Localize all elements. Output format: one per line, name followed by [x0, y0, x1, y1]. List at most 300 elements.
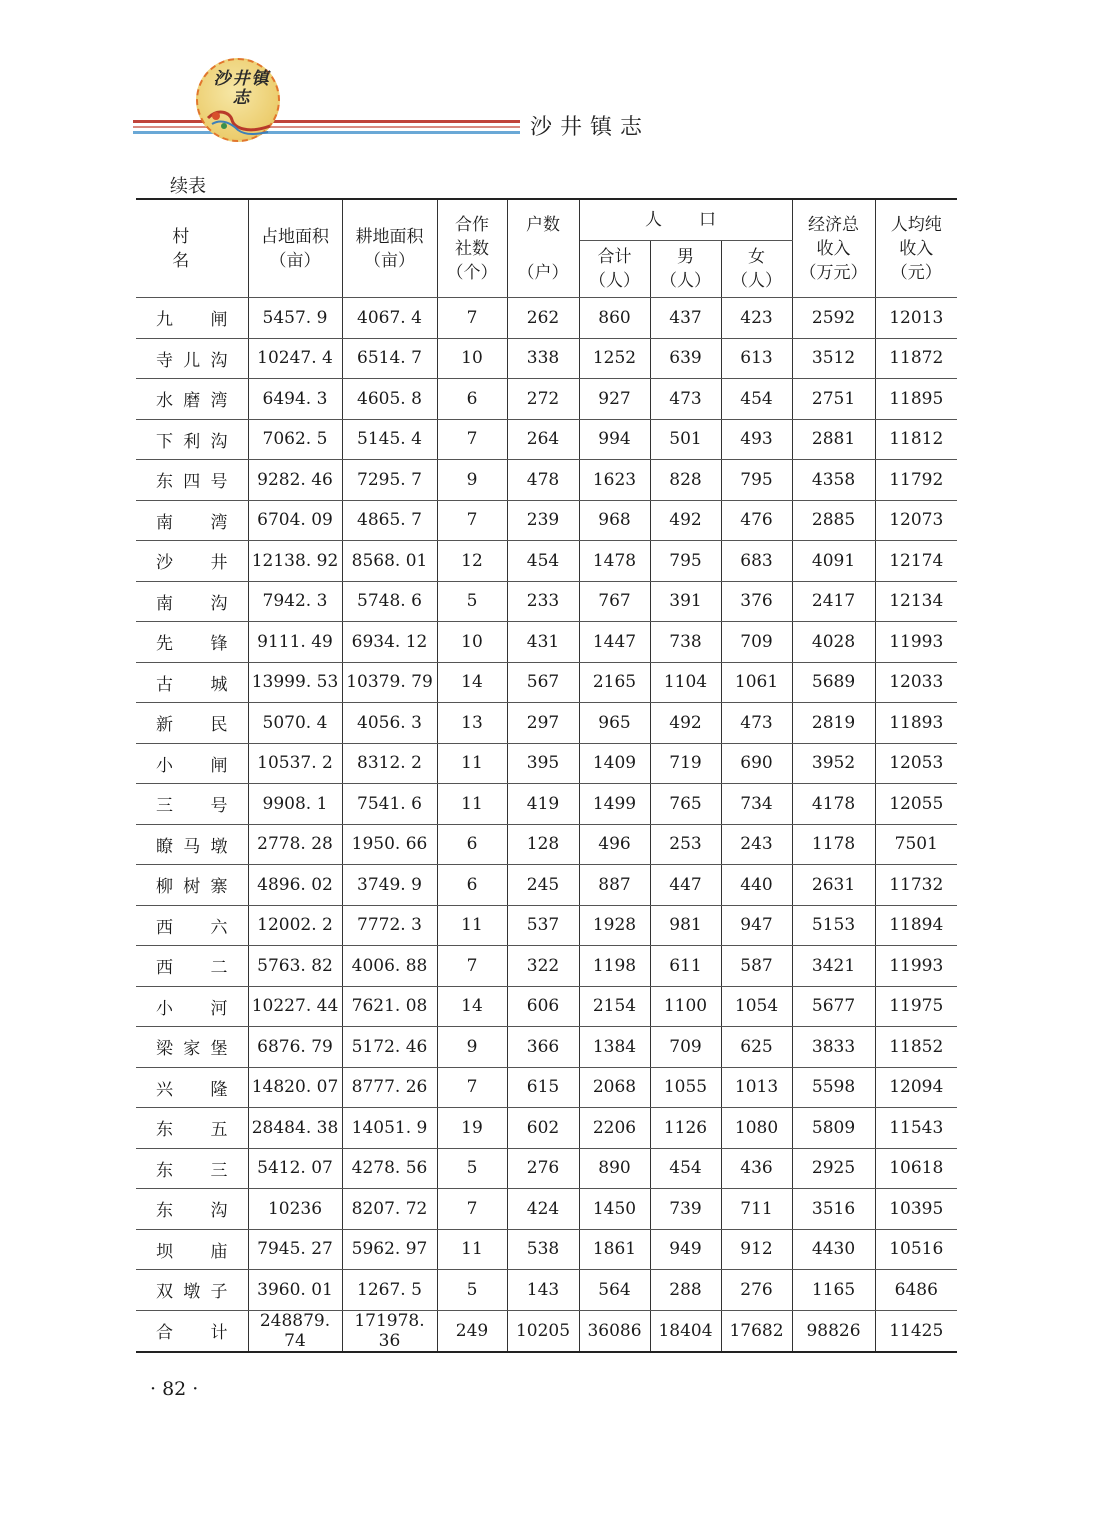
- cell-pop-female: 454: [721, 379, 792, 420]
- cell-arable-area: 6934. 12: [342, 622, 437, 663]
- table-row: [136, 986, 957, 1027]
- cell-arable-area: 1950. 66: [342, 824, 437, 865]
- cell-land-area: 3960. 01: [248, 1270, 342, 1311]
- cell-pop-total: 968: [579, 500, 650, 541]
- cell-coops: 10: [437, 338, 507, 379]
- cell-households: 478: [507, 460, 579, 501]
- cell-pop-female: 476: [721, 500, 792, 541]
- cell-pop-male: 492: [650, 500, 721, 541]
- cell-per-capita: 11425: [875, 1310, 957, 1352]
- cell-per-capita: 10395: [875, 1189, 957, 1230]
- header-per-capita: [875, 199, 957, 298]
- cell-coops: 11: [437, 743, 507, 784]
- cell-village: 三号: [136, 784, 248, 825]
- book-emblem-icon: [196, 58, 280, 142]
- cell-households: 128: [507, 824, 579, 865]
- cell-income: 5809: [792, 1108, 875, 1149]
- cell-income: 4358: [792, 460, 875, 501]
- cell-coops: 11: [437, 784, 507, 825]
- cell-pop-female: 795: [721, 460, 792, 501]
- cell-pop-male: 1055: [650, 1067, 721, 1108]
- cell-households: 338: [507, 338, 579, 379]
- cell-land-area: 13999. 53: [248, 662, 342, 703]
- header-population: 人 口: [579, 199, 792, 241]
- cell-pop-total: 1447: [579, 622, 650, 663]
- cell-per-capita: 11975: [875, 986, 957, 1027]
- cell-households: 419: [507, 784, 579, 825]
- cell-pop-female: 17682: [721, 1310, 792, 1352]
- cell-per-capita: 12134: [875, 581, 957, 622]
- cell-arable-area: 7772. 3: [342, 905, 437, 946]
- table-row: [136, 784, 957, 825]
- cell-arable-area: 1267. 5: [342, 1270, 437, 1311]
- cell-land-area: 14820. 07: [248, 1067, 342, 1108]
- cell-pop-male: 454: [650, 1148, 721, 1189]
- cell-coops: 9: [437, 1027, 507, 1068]
- cell-households: 239: [507, 500, 579, 541]
- header-pop-female-unit: （人）: [731, 271, 782, 291]
- header-pop-total: [579, 241, 650, 298]
- cell-pop-total: 2068: [579, 1067, 650, 1108]
- cell-per-capita: 12055: [875, 784, 957, 825]
- cell-households: 615: [507, 1067, 579, 1108]
- cell-pop-female: 1080: [721, 1108, 792, 1149]
- cell-village: 下利沟: [136, 419, 248, 460]
- table-row: [136, 298, 957, 339]
- cell-pop-male: 447: [650, 865, 721, 906]
- header-per-capita-unit: （元）: [890, 262, 942, 283]
- table-row: [136, 1027, 957, 1068]
- cell-pop-female: 709: [721, 622, 792, 663]
- cell-income: 2885: [792, 500, 875, 541]
- cell-land-area: 2778. 28: [248, 824, 342, 865]
- header-coops: [437, 199, 507, 298]
- page-number: · 82 ·: [150, 1378, 199, 1400]
- cell-village: 西六: [136, 905, 248, 946]
- cell-coops: 7: [437, 419, 507, 460]
- table-row: [136, 865, 957, 906]
- cell-pop-total: 496: [579, 824, 650, 865]
- cell-per-capita: 11812: [875, 419, 957, 460]
- cell-per-capita: 10516: [875, 1229, 957, 1270]
- header-households-label: 户数: [526, 214, 560, 235]
- table-row: [136, 622, 957, 663]
- cell-income: 4091: [792, 541, 875, 582]
- cell-village: 瞭马墩: [136, 824, 248, 865]
- table-body: [136, 298, 957, 1352]
- cell-income: 1178: [792, 824, 875, 865]
- cell-arable-area: 5145. 4: [342, 419, 437, 460]
- cell-per-capita: 11792: [875, 460, 957, 501]
- table-row: [136, 824, 957, 865]
- header-arable-area-unit: （亩）: [364, 250, 415, 271]
- cell-per-capita: 12013: [875, 298, 957, 339]
- cell-pop-female: 243: [721, 824, 792, 865]
- cell-per-capita: 12094: [875, 1067, 957, 1108]
- cell-pop-male: 288: [650, 1270, 721, 1311]
- cell-arable-area: 5962. 97: [342, 1229, 437, 1270]
- cell-village: 东沟: [136, 1189, 248, 1230]
- table-row: [136, 1108, 957, 1149]
- cell-per-capita: 11893: [875, 703, 957, 744]
- cell-pop-male: 739: [650, 1189, 721, 1230]
- table-row: [136, 1067, 957, 1108]
- cell-households: 262: [507, 298, 579, 339]
- cell-village: 小河: [136, 986, 248, 1027]
- cell-per-capita: 11872: [875, 338, 957, 379]
- cell-coops: 6: [437, 379, 507, 420]
- header-land-area: [248, 199, 342, 298]
- cell-per-capita: 11894: [875, 905, 957, 946]
- header-pop-female: [721, 241, 792, 298]
- cell-income: 5689: [792, 662, 875, 703]
- cell-arable-area: 7295. 7: [342, 460, 437, 501]
- cell-pop-total: 2154: [579, 986, 650, 1027]
- cell-pop-female: 690: [721, 743, 792, 784]
- cell-pop-total: 1499: [579, 784, 650, 825]
- table-row: [136, 905, 957, 946]
- cell-per-capita: 11895: [875, 379, 957, 420]
- cell-land-area: 7062. 5: [248, 419, 342, 460]
- cell-pop-female: 436: [721, 1148, 792, 1189]
- cell-pop-male: 492: [650, 703, 721, 744]
- cell-village: 合计: [136, 1310, 248, 1352]
- cell-village: 古城: [136, 662, 248, 703]
- cell-pop-male: 949: [650, 1229, 721, 1270]
- cell-coops: 5: [437, 1148, 507, 1189]
- cell-village: 先锋: [136, 622, 248, 663]
- cell-village: 东五: [136, 1108, 248, 1149]
- cell-village: 双墩子: [136, 1270, 248, 1311]
- cell-income: 2417: [792, 581, 875, 622]
- continued-label: 续表: [170, 176, 206, 197]
- cell-income: 3516: [792, 1189, 875, 1230]
- cell-pop-male: 709: [650, 1027, 721, 1068]
- cell-arable-area: 4605. 8: [342, 379, 437, 420]
- cell-coops: 5: [437, 581, 507, 622]
- cell-households: 366: [507, 1027, 579, 1068]
- cell-land-area: 9282. 46: [248, 460, 342, 501]
- cell-land-area: 248879. 74: [248, 1310, 342, 1352]
- cell-pop-male: 391: [650, 581, 721, 622]
- header-pop-male-unit: （人）: [660, 271, 711, 291]
- table-row: [136, 541, 957, 582]
- cell-pop-male: 611: [650, 946, 721, 987]
- cell-pop-total: 1478: [579, 541, 650, 582]
- cell-per-capita: 11852: [875, 1027, 957, 1068]
- cell-pop-male: 1126: [650, 1108, 721, 1149]
- cell-village: 水磨湾: [136, 379, 248, 420]
- cell-income: 2881: [792, 419, 875, 460]
- cell-arable-area: 8312. 2: [342, 743, 437, 784]
- cell-income: 2751: [792, 379, 875, 420]
- cell-per-capita: 11543: [875, 1108, 957, 1149]
- header-rule-blue: [133, 131, 520, 134]
- cell-pop-female: 625: [721, 1027, 792, 1068]
- cell-coops: 7: [437, 946, 507, 987]
- header-households: [507, 199, 579, 298]
- book-title: 沙井镇志: [530, 115, 651, 140]
- cell-pop-male: 473: [650, 379, 721, 420]
- cell-pop-female: 276: [721, 1270, 792, 1311]
- cell-village: 九闸: [136, 298, 248, 339]
- cell-pop-total: 2206: [579, 1108, 650, 1149]
- cell-pop-male: 18404: [650, 1310, 721, 1352]
- cell-households: 245: [507, 865, 579, 906]
- cell-land-area: 5412. 07: [248, 1148, 342, 1189]
- cell-pop-male: 1100: [650, 986, 721, 1027]
- header-pop-total-unit: （人）: [589, 271, 640, 291]
- header-pop-female-label: 女: [748, 247, 765, 267]
- cell-village: 坝庙: [136, 1229, 248, 1270]
- cell-arable-area: 8207. 72: [342, 1189, 437, 1230]
- cell-pop-female: 683: [721, 541, 792, 582]
- cell-pop-female: 473: [721, 703, 792, 744]
- cell-income: 5677: [792, 986, 875, 1027]
- table-row: [136, 581, 957, 622]
- cell-arable-area: 4056. 3: [342, 703, 437, 744]
- cell-income: 4178: [792, 784, 875, 825]
- cell-per-capita: 12053: [875, 743, 957, 784]
- cell-per-capita: 12033: [875, 662, 957, 703]
- cell-land-area: 5457. 9: [248, 298, 342, 339]
- cell-arable-area: 4067. 4: [342, 298, 437, 339]
- cell-pop-total: 1623: [579, 460, 650, 501]
- cell-income: 98826: [792, 1310, 875, 1352]
- cell-pop-male: 1104: [650, 662, 721, 703]
- cell-coops: 10: [437, 622, 507, 663]
- cell-per-capita: 11993: [875, 946, 957, 987]
- cell-village: 兴隆: [136, 1067, 248, 1108]
- cell-per-capita: 11993: [875, 622, 957, 663]
- cell-land-area: 10537. 2: [248, 743, 342, 784]
- cell-village: 沙井: [136, 541, 248, 582]
- cell-income: 5598: [792, 1067, 875, 1108]
- cell-coops: 9: [437, 460, 507, 501]
- header-rule-red: [133, 120, 520, 123]
- cell-pop-male: 719: [650, 743, 721, 784]
- cell-coops: 19: [437, 1108, 507, 1149]
- cell-village: 柳树寨: [136, 865, 248, 906]
- cell-households: 602: [507, 1108, 579, 1149]
- header-land-area-label: 占地面积: [261, 226, 329, 247]
- cell-households: 454: [507, 541, 579, 582]
- cell-income: 2631: [792, 865, 875, 906]
- header-coops-label: 合作社数: [455, 214, 489, 259]
- cell-income: 3421: [792, 946, 875, 987]
- cell-village: 西二: [136, 946, 248, 987]
- cell-coops: 11: [437, 905, 507, 946]
- table-row: [136, 1229, 957, 1270]
- header-pop-male-label: 男: [677, 247, 694, 267]
- cell-households: 143: [507, 1270, 579, 1311]
- cell-arable-area: 4865. 7: [342, 500, 437, 541]
- cell-village: 新民: [136, 703, 248, 744]
- cell-pop-total: 890: [579, 1148, 650, 1189]
- cell-households: 537: [507, 905, 579, 946]
- cell-coops: 7: [437, 1067, 507, 1108]
- cell-per-capita: 10618: [875, 1148, 957, 1189]
- header-rule-pink: [133, 126, 520, 128]
- cell-income: 3833: [792, 1027, 875, 1068]
- cell-land-area: 6494. 3: [248, 379, 342, 420]
- cell-village: 小闸: [136, 743, 248, 784]
- header-pop-male: [650, 241, 721, 298]
- cell-households: 322: [507, 946, 579, 987]
- village-statistics-table: [136, 198, 957, 1353]
- cell-coops: 7: [437, 298, 507, 339]
- cell-pop-female: 947: [721, 905, 792, 946]
- cell-coops: 14: [437, 986, 507, 1027]
- cell-pop-total: 2165: [579, 662, 650, 703]
- table-row: [136, 460, 957, 501]
- table-row: [136, 1270, 957, 1311]
- cell-households: 424: [507, 1189, 579, 1230]
- header-coops-unit: （个）: [446, 262, 498, 283]
- cell-income: 2592: [792, 298, 875, 339]
- cell-pop-total: 1861: [579, 1229, 650, 1270]
- cell-coops: 6: [437, 824, 507, 865]
- cell-land-area: 10236: [248, 1189, 342, 1230]
- cell-households: 10205: [507, 1310, 579, 1352]
- header-arable-area: [342, 199, 437, 298]
- cell-pop-female: 711: [721, 1189, 792, 1230]
- cell-pop-male: 738: [650, 622, 721, 663]
- cell-pop-male: 795: [650, 541, 721, 582]
- cell-pop-female: 587: [721, 946, 792, 987]
- emblem-text: 沙井镇志: [213, 69, 271, 108]
- cell-land-area: 7942. 3: [248, 581, 342, 622]
- table-row: [136, 500, 957, 541]
- cell-land-area: 7945. 27: [248, 1229, 342, 1270]
- header-village: 村 名: [136, 199, 248, 298]
- cell-village: 东三: [136, 1148, 248, 1189]
- cell-land-area: 9908. 1: [248, 784, 342, 825]
- cell-income: 3952: [792, 743, 875, 784]
- cell-land-area: 28484. 38: [248, 1108, 342, 1149]
- cell-coops: 249: [437, 1310, 507, 1352]
- cell-pop-total: 1198: [579, 946, 650, 987]
- table-row: [136, 743, 957, 784]
- cell-households: 395: [507, 743, 579, 784]
- cell-land-area: 10227. 44: [248, 986, 342, 1027]
- cell-households: 431: [507, 622, 579, 663]
- page-header: [0, 0, 1093, 150]
- cell-pop-female: 1061: [721, 662, 792, 703]
- cell-per-capita: 11732: [875, 865, 957, 906]
- cell-pop-male: 828: [650, 460, 721, 501]
- table-row: [136, 1189, 957, 1230]
- cell-land-area: 4896. 02: [248, 865, 342, 906]
- cell-arable-area: 6514. 7: [342, 338, 437, 379]
- table-row: [136, 1148, 957, 1189]
- cell-pop-female: 423: [721, 298, 792, 339]
- cell-arable-area: 7541. 6: [342, 784, 437, 825]
- cell-per-capita: 7501: [875, 824, 957, 865]
- cell-pop-total: 927: [579, 379, 650, 420]
- cell-income: 3512: [792, 338, 875, 379]
- cell-pop-total: 1252: [579, 338, 650, 379]
- cell-pop-female: 1013: [721, 1067, 792, 1108]
- cell-village: 梁家堡: [136, 1027, 248, 1068]
- header-pop-total-label: 合计: [597, 247, 632, 267]
- cell-land-area: 6704. 09: [248, 500, 342, 541]
- header-land-area-unit: （亩）: [269, 250, 321, 271]
- cell-pop-total: 1928: [579, 905, 650, 946]
- table-row: [136, 1310, 957, 1352]
- cell-land-area: 9111. 49: [248, 622, 342, 663]
- header-income-unit: （万元）: [799, 262, 868, 283]
- cell-arable-area: 4006. 88: [342, 946, 437, 987]
- table-row: [136, 338, 957, 379]
- cell-pop-total: 36086: [579, 1310, 650, 1352]
- cell-pop-female: 493: [721, 419, 792, 460]
- cell-land-area: 10247. 4: [248, 338, 342, 379]
- header-income-label: 经济总收入: [808, 214, 860, 259]
- cell-pop-female: 912: [721, 1229, 792, 1270]
- cell-land-area: 6876. 79: [248, 1027, 342, 1068]
- cell-arable-area: 8568. 01: [342, 541, 437, 582]
- cell-income: 2925: [792, 1148, 875, 1189]
- cell-coops: 12: [437, 541, 507, 582]
- cell-pop-female: 734: [721, 784, 792, 825]
- cell-pop-total: 1450: [579, 1189, 650, 1230]
- cell-households: 297: [507, 703, 579, 744]
- cell-coops: 7: [437, 1189, 507, 1230]
- cell-income: 2819: [792, 703, 875, 744]
- cell-land-area: 5070. 4: [248, 703, 342, 744]
- cell-income: 5153: [792, 905, 875, 946]
- header-households-unit: （户）: [517, 262, 569, 283]
- cell-pop-male: 253: [650, 824, 721, 865]
- cell-income: 1165: [792, 1270, 875, 1311]
- cell-coops: 7: [437, 500, 507, 541]
- cell-pop-total: 860: [579, 298, 650, 339]
- cell-arable-area: 4278. 56: [342, 1148, 437, 1189]
- cell-pop-female: 440: [721, 865, 792, 906]
- cell-households: 233: [507, 581, 579, 622]
- table-row: [136, 703, 957, 744]
- header-income: [792, 199, 875, 298]
- cell-pop-male: 501: [650, 419, 721, 460]
- cell-coops: 14: [437, 662, 507, 703]
- cell-pop-total: 1409: [579, 743, 650, 784]
- table-row: [136, 662, 957, 703]
- cell-coops: 5: [437, 1270, 507, 1311]
- cell-pop-total: 767: [579, 581, 650, 622]
- cell-pop-total: 965: [579, 703, 650, 744]
- cell-pop-female: 1054: [721, 986, 792, 1027]
- cell-arable-area: 171978. 36: [342, 1310, 437, 1352]
- cell-households: 538: [507, 1229, 579, 1270]
- cell-per-capita: 12073: [875, 500, 957, 541]
- cell-village: 南湾: [136, 500, 248, 541]
- cell-pop-total: 887: [579, 865, 650, 906]
- cell-pop-total: 1384: [579, 1027, 650, 1068]
- cell-land-area: 5763. 82: [248, 946, 342, 987]
- cell-village: 寺儿沟: [136, 338, 248, 379]
- cell-pop-male: 639: [650, 338, 721, 379]
- cell-pop-male: 765: [650, 784, 721, 825]
- cell-pop-total: 564: [579, 1270, 650, 1311]
- cell-arable-area: 8777. 26: [342, 1067, 437, 1108]
- cell-per-capita: 12174: [875, 541, 957, 582]
- cell-land-area: 12002. 2: [248, 905, 342, 946]
- cell-pop-male: 437: [650, 298, 721, 339]
- header-per-capita-label: 人均纯收入: [890, 214, 942, 259]
- table-row: [136, 379, 957, 420]
- cell-pop-female: 613: [721, 338, 792, 379]
